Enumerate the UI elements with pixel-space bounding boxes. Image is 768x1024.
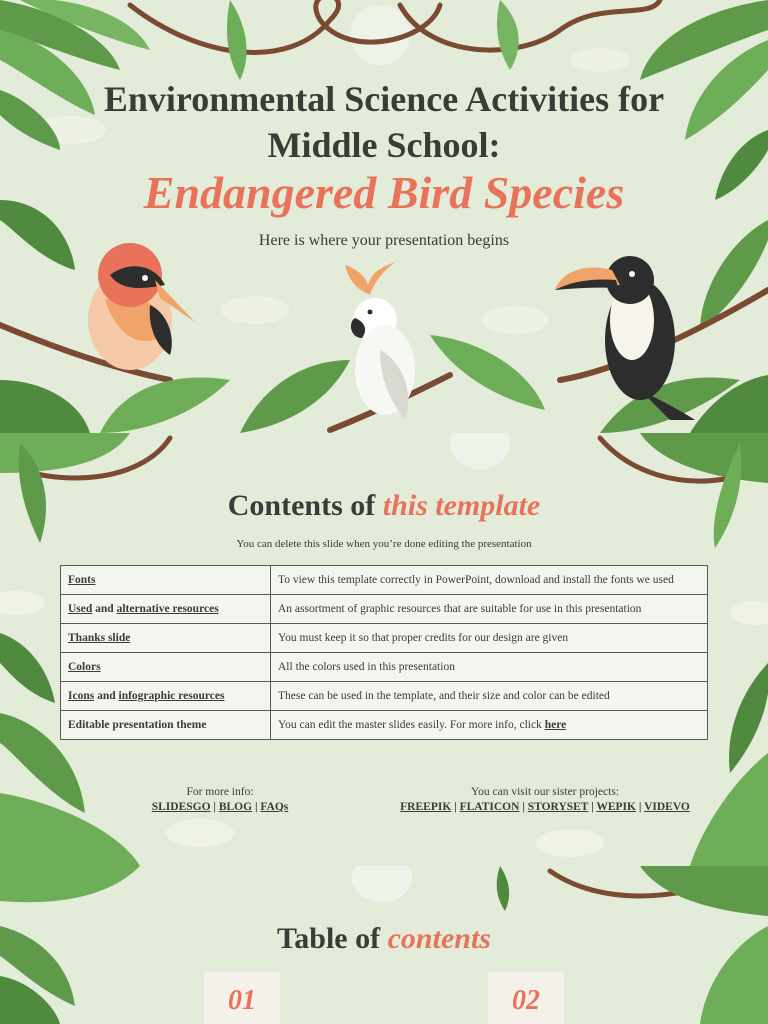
table-row: [61, 682, 708, 711]
table-cell-text: and: [92, 603, 117, 615]
table-row: [61, 653, 708, 682]
title-line-1: Environmental Science Activities for: [103, 79, 665, 119]
contents-table: [60, 565, 708, 740]
table-cell-text: You can edit the master slides easily. For more info, click: [278, 719, 545, 731]
toc-heading: [0, 922, 768, 956]
storyset-link[interactable]: STORYSET: [527, 801, 589, 813]
kingfisher-bird: [88, 243, 195, 370]
table-cell: You must keep it so that proper credits for our design are given: [271, 624, 708, 653]
slide-title[interactable]: [0, 0, 768, 433]
title-line-2: Middle School:: [267, 125, 501, 165]
faqs-link[interactable]: FAQs: [260, 801, 289, 813]
more-info-label: For more info:: [186, 786, 254, 798]
table-row: [61, 595, 708, 624]
heading-main-text: Table of: [277, 922, 388, 955]
cockatoo-bird: [345, 262, 415, 420]
table-cell-text: and: [94, 690, 119, 702]
infographic-resources-link[interactable]: infographic resources: [118, 690, 225, 702]
heading-accent-text: contents: [387, 922, 491, 955]
thanks-slide-link[interactable]: Thanks slide: [68, 632, 131, 644]
flaticon-link[interactable]: FLATICON: [459, 801, 520, 813]
used-link[interactable]: Used: [68, 603, 93, 615]
wepik-link[interactable]: WEPIK: [596, 801, 636, 813]
sister-projects-label: You can visit our sister projects:: [470, 786, 619, 798]
fonts-link[interactable]: Fonts: [68, 574, 96, 586]
heading-accent-text: this template: [382, 489, 541, 522]
more-info: For more info: SLIDESGO | BLOG | FAQs: [110, 785, 330, 815]
page-title: [0, 76, 768, 168]
colors-link[interactable]: Colors: [68, 661, 101, 673]
delete-note: You can delete this slide when you’re done editing the presentation: [236, 538, 532, 550]
section-number-02: 02: [488, 972, 564, 1024]
videvo-link[interactable]: VIDEVO: [644, 801, 690, 813]
slide-table-of-contents[interactable]: [0, 866, 768, 1024]
table-row: [61, 566, 708, 595]
here-link[interactable]: here: [544, 719, 567, 731]
blog-link[interactable]: BLOG: [218, 801, 253, 813]
table-cell: These can be used in the template, and their size and color can be edited: [271, 682, 708, 711]
table-cell: An assortment of graphic resources that are suitable for use in this presentation: [271, 595, 708, 624]
table-cell: To view this template correctly in PowerPoint, download and install the fonts we used: [271, 566, 708, 595]
table-cell-text: Editable presentation theme: [68, 719, 207, 731]
subtitle: Here is where your presentation begins: [258, 232, 510, 249]
sister-projects: You can visit our sister projects: FREEPIK | FLATICON | STORYSET | WEPIK | VIDEVO: [380, 785, 710, 815]
contents-heading: [0, 489, 768, 523]
slidesgo-link[interactable]: SLIDESGO: [151, 801, 211, 813]
alternative-resources-link[interactable]: alternative resources: [116, 603, 219, 615]
freepik-link[interactable]: FREEPIK: [400, 801, 452, 813]
icons-link[interactable]: Icons: [68, 690, 95, 702]
title-accent: Endangered Bird Species: [143, 167, 625, 218]
table-row: [61, 711, 708, 740]
slide-contents[interactable]: [0, 433, 768, 866]
table-cell: All the colors used in this presentation: [271, 653, 708, 682]
section-number-01: 01: [204, 972, 280, 1024]
heading-main-text: Contents of: [227, 489, 383, 522]
table-row: [61, 624, 708, 653]
